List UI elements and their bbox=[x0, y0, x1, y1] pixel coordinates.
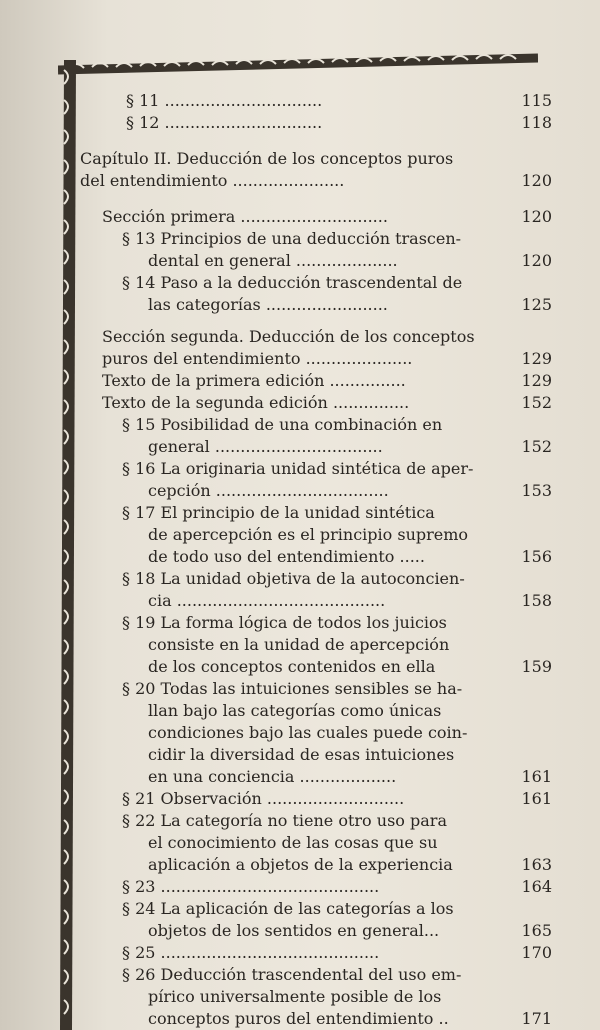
toc-entry-text: Texto de la primera edición ............... bbox=[102, 371, 406, 390]
toc-entry-text: Sección primera ............................. bbox=[102, 207, 388, 226]
toc-entry-text: § 13 Principios de una deducción trascen- dental en general .................... bbox=[122, 229, 462, 270]
toc-entry bbox=[80, 272, 560, 316]
toc-entry-page: 152 bbox=[521, 393, 552, 412]
toc-entry bbox=[80, 326, 560, 370]
toc-entry-page: 159 bbox=[521, 657, 552, 676]
toc-entry-page: 163 bbox=[521, 855, 552, 874]
toc-entry bbox=[80, 206, 560, 228]
toc-entry bbox=[80, 942, 560, 964]
toc-entry-text: § 18 La unidad objetiva de la autoconcien- cia ......................................... bbox=[122, 569, 465, 610]
toc-entry bbox=[80, 568, 560, 612]
toc-entry-text: § 20 Todas las intuiciones sensibles se ha- llan bajo las categorías como únicas condiciones bajo las cuales puede coin- cidir la diversidad de esas intuiciones en una conciencia ................... bbox=[122, 679, 468, 786]
toc-entry bbox=[80, 502, 560, 568]
toc-entry-page: 120 bbox=[521, 251, 552, 270]
toc-entry-page: 158 bbox=[521, 591, 552, 610]
toc-entry-text: Capítulo II. Deducción de los conceptos puros del entendimiento ...................... bbox=[80, 149, 454, 190]
toc-entry-text: § 25 ........................................... bbox=[122, 943, 380, 962]
toc-entry bbox=[80, 392, 560, 414]
toc-entry-text: § 23 ........................................... bbox=[122, 877, 380, 896]
toc-entry-page: 156 bbox=[521, 547, 552, 566]
toc-entry-page: 161 bbox=[521, 789, 552, 808]
toc-entry-text: § 15 Posibilidad de una combinación en general ................................. bbox=[122, 415, 443, 456]
toc-entry-text: § 24 La aplicación de las categorías a los objetos de los sentidos en general... bbox=[122, 899, 454, 940]
toc-entry bbox=[80, 112, 560, 134]
decorative-rope-border-top bbox=[58, 40, 538, 78]
toc-entry bbox=[80, 810, 560, 876]
toc-entry-text: § 26 Deducción trascendental del uso em- pírico universalmente posible de los conceptos puros del entendimiento .. bbox=[122, 965, 462, 1028]
toc-entry bbox=[80, 414, 560, 458]
toc-entry-page: 120 bbox=[521, 207, 552, 226]
toc-entry bbox=[80, 148, 560, 192]
toc-entry-text: § 17 El principio de la unidad sintética de apercepción es el principio supremo de todo uso del entendimiento ..... bbox=[122, 503, 469, 566]
toc-entry-page: 152 bbox=[521, 437, 552, 456]
toc-entry-text: § 22 La categoría no tiene otro uso para el conocimiento de las cosas que su aplicación a objetos de la experiencia bbox=[122, 811, 453, 874]
toc-entry-page: 165 bbox=[521, 921, 552, 940]
toc-entry bbox=[80, 458, 560, 502]
toc-entry-page: 129 bbox=[521, 349, 552, 368]
toc-entry-page: 129 bbox=[521, 371, 552, 390]
toc-entry-text: § 12 ............................... bbox=[126, 113, 323, 132]
toc-entry bbox=[80, 370, 560, 392]
toc-entry-page: 164 bbox=[521, 877, 552, 896]
toc-entry bbox=[80, 898, 560, 942]
toc-entry-text: Texto de la segunda edición ............... bbox=[102, 393, 410, 412]
toc-entry bbox=[80, 678, 560, 788]
toc-entry bbox=[80, 876, 560, 898]
toc-entry-page: 115 bbox=[521, 91, 552, 110]
toc-entry-text: § 11 ............................... bbox=[126, 91, 323, 110]
toc-entry bbox=[80, 788, 560, 810]
toc-entry bbox=[80, 964, 560, 1030]
toc-entry-page: 118 bbox=[521, 113, 552, 132]
toc-entry-page: 120 bbox=[521, 171, 552, 190]
toc-entry-text: § 21 Observación ........................... bbox=[122, 789, 405, 808]
toc-entry-text: § 16 La originaria unidad sintética de aper- cepción .................................. bbox=[122, 459, 474, 500]
toc-entry-page: 161 bbox=[521, 767, 552, 786]
toc-entry-text: § 14 Paso a la deducción trascendental de las categorías ........................ bbox=[122, 273, 463, 314]
toc-entry-text: § 19 La forma lógica de todos los juicios consiste en la unidad de apercepción de los conceptos contenidos en ella bbox=[122, 613, 450, 676]
table-of-contents bbox=[80, 90, 560, 1030]
toc-entry-page: 170 bbox=[521, 943, 552, 962]
toc-entry-page: 153 bbox=[521, 481, 552, 500]
toc-entry bbox=[80, 612, 560, 678]
toc-entry-page: 125 bbox=[521, 295, 552, 314]
toc-entry-text: Sección segunda. Deducción de los conceptos puros del entendimiento ..................... bbox=[102, 327, 475, 368]
toc-entry-page: 171 bbox=[521, 1009, 552, 1028]
toc-entry bbox=[80, 90, 560, 112]
toc-entry bbox=[80, 228, 560, 272]
